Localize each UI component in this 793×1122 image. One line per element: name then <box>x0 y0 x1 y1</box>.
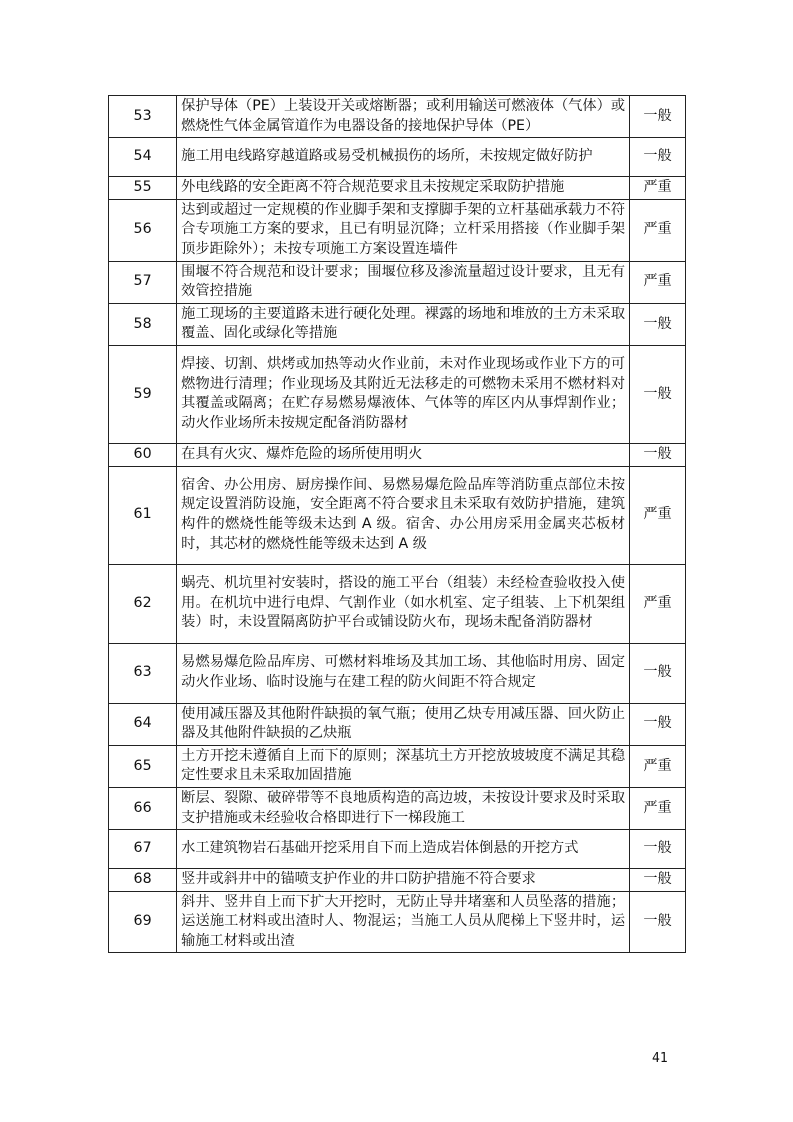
hazard-description: 蜗壳、机坑里衬安装时，搭设的施工平台（组装）未经检查验收投入使用。在机坑中进行电焊、气割作业（如水机室、定子组装、上下机架组装）时，未设置隔离防护平台或铺设防火布，现场未配备消防器材 <box>177 564 630 643</box>
hazard-description: 保护导体（PE）上装设开关或熔断器；或利用输送可燃液体（气体）或燃烧性气体金属管道作为电器设备的接地保护导体（PE） <box>177 96 630 138</box>
hazard-description: 焊接、切割、烘烤或加热等动火作业前，未对作业现场或作业下方的可燃物进行清理；作业现场及其附近无法移走的可燃物未采用不燃材料对其覆盖或隔离；在贮存易燃易爆液体、气体等的库区内从事焊割作业；动火作业场所未按规定配备消防器材 <box>177 345 630 443</box>
row-number: 62 <box>109 564 177 643</box>
table-row <box>109 138 686 177</box>
hazard-level: 严重 <box>630 177 686 200</box>
row-number: 54 <box>109 138 177 177</box>
hazard-level: 一般 <box>630 703 686 745</box>
row-number: 57 <box>109 261 177 303</box>
hazard-level: 一般 <box>630 643 686 703</box>
hazard-description: 围堰不符合规范和设计要求；围堰位移及渗流量超过设计要求，且无有效管控措施 <box>177 261 630 303</box>
table-row <box>109 261 686 303</box>
table-row <box>109 869 686 892</box>
hazard-level: 严重 <box>630 199 686 261</box>
hazard-description: 施工用电线路穿越道路或易受机械损伤的场所，未按规定做好防护 <box>177 138 630 177</box>
hazard-level: 严重 <box>630 787 686 829</box>
table-row <box>109 443 686 466</box>
table-row <box>109 643 686 703</box>
row-number: 64 <box>109 703 177 745</box>
table-row <box>109 345 686 443</box>
hazard-level: 一般 <box>630 303 686 345</box>
table-row <box>109 891 686 953</box>
hazard-description: 竖井或斜井中的锚喷支护作业的井口防护措施不符合要求 <box>177 869 630 892</box>
hazard-description: 土方开挖未遵循自上而下的原则；深基坑土方开挖放坡坡度不满足其稳定性要求且未采取加固措施 <box>177 745 630 787</box>
row-number: 53 <box>109 96 177 138</box>
hazard-level: 严重 <box>630 466 686 564</box>
hazard-level: 一般 <box>630 891 686 953</box>
row-number: 68 <box>109 869 177 892</box>
hazard-level: 一般 <box>630 345 686 443</box>
row-number: 59 <box>109 345 177 443</box>
table-row <box>109 564 686 643</box>
table-row <box>109 199 686 261</box>
hazard-level: 一般 <box>630 138 686 177</box>
hazard-table <box>108 95 686 953</box>
hazard-level: 严重 <box>630 745 686 787</box>
table-row <box>109 466 686 564</box>
row-number: 63 <box>109 643 177 703</box>
table-row <box>109 830 686 869</box>
hazard-description: 水工建筑物岩石基础开挖采用自下而上造成岩体倒悬的开挖方式 <box>177 830 630 869</box>
hazard-description: 易燃易爆危险品库房、可燃材料堆场及其加工场、其他临时用房、固定动火作业场、临时设施与在建工程的防火间距不符合规定 <box>177 643 630 703</box>
row-number: 55 <box>109 177 177 200</box>
hazard-description: 使用减压器及其他附件缺损的氧气瓶；使用乙炔专用减压器、回火防止器及其他附件缺损的乙炔瓶 <box>177 703 630 745</box>
row-number: 58 <box>109 303 177 345</box>
hazard-level: 严重 <box>630 564 686 643</box>
table-row <box>109 787 686 829</box>
row-number: 65 <box>109 745 177 787</box>
row-number: 60 <box>109 443 177 466</box>
row-number: 56 <box>109 199 177 261</box>
row-number: 66 <box>109 787 177 829</box>
hazard-level: 严重 <box>630 261 686 303</box>
hazard-description: 施工现场的主要道路未进行硬化处理。裸露的场地和堆放的土方未采取覆盖、固化或绿化等措施 <box>177 303 630 345</box>
hazard-description: 达到或超过一定规模的作业脚手架和支撑脚手架的立杆基础承载力不符合专项施工方案的要求，且已有明显沉降；立杆采用搭接（作业脚手架顶步距除外）；未按专项施工方案设置连墙件 <box>177 199 630 261</box>
hazard-description: 斜井、竖井自上而下扩大开挖时，无防止导井堵塞和人员坠落的措施；运送施工材料或出渣时人、物混运；当施工人员从爬梯上下竖井时，运输施工材料或出渣 <box>177 891 630 953</box>
hazard-level: 一般 <box>630 869 686 892</box>
hazard-description: 外电线路的安全距离不符合规范要求且未按规定采取防护措施 <box>177 177 630 200</box>
hazard-description: 断层、裂隙、破碎带等不良地质构造的高边坡，未按设计要求及时采取支护措施或未经验收合格即进行下一梯段施工 <box>177 787 630 829</box>
table-row <box>109 745 686 787</box>
row-number: 67 <box>109 830 177 869</box>
row-number: 61 <box>109 466 177 564</box>
hazard-description: 宿舍、办公用房、厨房操作间、易燃易爆危险品库等消防重点部位未按规定设置消防设施，安全距离不符合要求且未采取有效防护措施，建筑构件的燃烧性能等级未达到 A 级。宿舍、办公用房采用金属夹芯板材时，其芯材的燃烧性能等级未达到 A 级 <box>177 466 630 564</box>
table-row <box>109 177 686 200</box>
table-row <box>109 96 686 138</box>
hazard-level: 一般 <box>630 443 686 466</box>
page-number: 41 <box>652 1051 668 1066</box>
hazard-level: 一般 <box>630 96 686 138</box>
hazard-table-body <box>109 96 686 953</box>
table-row <box>109 303 686 345</box>
table-row <box>109 703 686 745</box>
row-number: 69 <box>109 891 177 953</box>
hazard-description: 在具有火灾、爆炸危险的场所使用明火 <box>177 443 630 466</box>
hazard-level: 一般 <box>630 830 686 869</box>
